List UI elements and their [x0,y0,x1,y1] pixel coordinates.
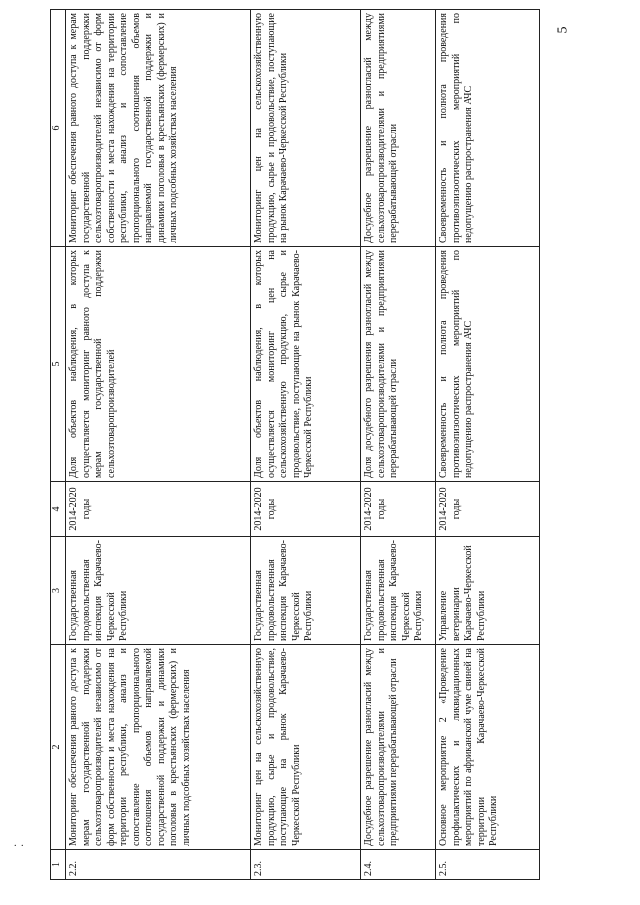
header-col-1: 1 [51,850,66,880]
rotated-table-container [50,10,540,880]
indicator-cell: Доля объектов наблюдения, в которых осуществляется мониторинг цен на сельскохозяйственную продукцию, сырье и продовольствие, поступающие на рынок Карачаево-Черкесской Республики [251,247,361,482]
header-col-4: 4 [51,482,66,537]
header-col-3: 3 [51,537,66,645]
measure-cell: Досудебное разрешение разногласий между сельхозтоваропроизводителями и предприятиями перерабатывающей отрасли [361,645,436,850]
indicator-cell: Доля объектов наблюдения, в которых осуществляется мониторинг равного доступа к мерам государственной поддержки сельхозтоваропроизводителей [66,247,251,482]
margin-marks: . . [14,838,25,849]
measure-cell: Мониторинг цен на сельскохозяйственную продукцию, сырье и продовольствие, поступающие на рынок Карачаево-Черкесской Республики [251,645,361,850]
page-number: 5 [555,26,571,34]
table-row [251,10,361,880]
result-cell: Своевременность и полнота проведения противоэпизоотических мероприятий по недопущению распространения АЧС [436,10,540,247]
indicator-cell: Доля досудебного разрешения разногласий между сельхозтоваропроизводителями и предприятиями перерабатывающей отрасли [361,247,436,482]
years-cell: 2014-2020 годы [251,482,361,537]
row-number: 2.5. [436,850,540,880]
table-row [436,10,540,880]
row-number: 2.3. [251,850,361,880]
table-row [361,10,436,880]
header-col-2: 2 [51,645,66,850]
row-number: 2.4. [361,850,436,880]
years-cell: 2014-2020 годы [66,482,251,537]
executor-cell: Управление ветеринарии Карачаево-Черкесской Республики [436,537,540,645]
executor-cell: Государственная продовольственная инспекция Карачаево-Черкесской Республики [66,537,251,645]
header-col-5: 5 [51,247,66,482]
row-number: 2.2. [66,850,251,880]
program-measures-table [50,9,540,880]
executor-cell: Государственная продовольственная инспекция Карачаево-Черкесской Республики [251,537,361,645]
header-col-6: 6 [51,10,66,247]
result-cell: Досудебное разрешение разногласий между сельхозтоваропроизводителями и предприятиями перерабатывающей отрасли [361,10,436,247]
years-cell: 2014-2020 годы [436,482,540,537]
header-row [51,10,66,880]
measure-cell: Основное мероприятие 2 «Проведение профилактических и ликвидационных мероприятий по африканской чуме свиней на территории Карачаево-Черкесской Республики [436,645,540,850]
table-row [66,10,251,880]
result-cell: Мониторинг обеспечения равного доступа к мерам государственной поддержки сельхозтоваропроизводителей независимо от форм собственности и места нахождения на территории республики, анализ и сопоставление пропорционального соотношения объемов направляемой государственной поддержки и динамики поголовья в крестьянских (фермерских) и личных подсобных хозяйствах населения [66,10,251,247]
years-cell: 2014-2020 годы [361,482,436,537]
measure-cell: Мониторинг обеспечения равного доступа к мерам государственной поддержки сельхозтоваропроизводителей независимо от форм собственности и места нахождения на территории республики, анализ и сопоставление пропорционального соотношения объемов направляемой государственной поддержки и динамики поголовья в крестьянских (фермерских) и личных подсобных хозяйствах населения [66,645,251,850]
executor-cell: Государственная продовольственная инспекция Карачаево-Черкесской Республики [361,537,436,645]
indicator-cell: Своевременность и полнота проведения противоэпизоотических мероприятий по недопущению распространения АЧС [436,247,540,482]
result-cell: Мониторинг цен на сельскохозяйственную продукцию, сырье и продовольствие, поступающие на рынок Карачаево-Черкесской Республики [251,10,361,247]
